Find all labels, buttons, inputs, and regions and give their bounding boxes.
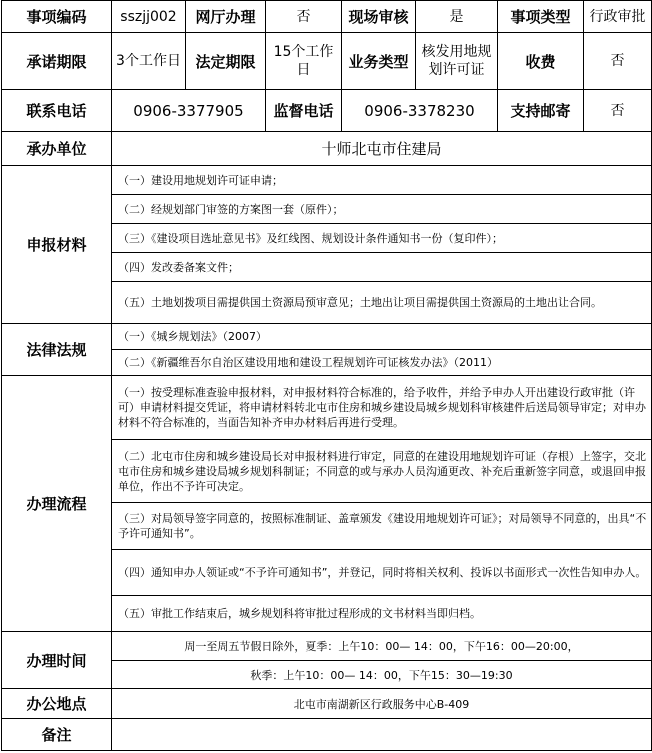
promise-period-value: 3个工作日 xyxy=(112,33,186,90)
law-item: （二）《新疆维吾尔自治区建设用地和建设工程规划许可证核发办法》（2011） xyxy=(112,350,652,376)
supervision-phone-label: 监督电话 xyxy=(266,90,342,132)
note-value xyxy=(112,719,652,751)
hours-row xyxy=(2,632,652,661)
online-label: 网厅办理 xyxy=(186,1,266,33)
item-code-value: sszjj002 xyxy=(112,1,186,33)
legal-period-label: 法定期限 xyxy=(186,33,266,90)
material-item: （四）发改委备案文件； xyxy=(112,253,652,282)
mail-support-label: 支持邮寄 xyxy=(498,90,584,132)
process-step: （五）审批工作结束后，城乡规划科将审批过程形成的文书材料当即归档。 xyxy=(112,596,652,632)
materials-label: 申报材料 xyxy=(2,166,112,324)
row-contact xyxy=(2,90,652,132)
process-row xyxy=(2,376,652,440)
law-item: （一）《城乡规划法》（2007） xyxy=(112,324,652,350)
phone-label: 联系电话 xyxy=(2,90,112,132)
material-row xyxy=(2,166,652,195)
autumn-hours: 秋季：上午10：00— 14：00，下午15：30—19:30 xyxy=(112,661,652,689)
process-step: （四）通知申办人领证或“不予许可通知书”，并登记，同时将相关权利、投诉以书面形式一次性告知申办人。 xyxy=(112,550,652,596)
business-type-value: 核发用地规划许可证 xyxy=(416,33,498,90)
material-item: （三）《建设项目选址意见书》及红线图、规划设计条件通知书一份（复印件）； xyxy=(112,224,652,253)
phone-value: 0906-3377905 xyxy=(112,90,266,132)
fee-value: 否 xyxy=(584,33,652,90)
material-item: （一）建设用地规划许可证申请； xyxy=(112,166,652,195)
place-row xyxy=(2,689,652,719)
onsite-review-value: 是 xyxy=(416,1,498,33)
business-type-label: 业务类型 xyxy=(342,33,416,90)
online-value: 否 xyxy=(266,1,342,33)
legal-period-value: 15个工作日 xyxy=(266,33,342,90)
unit-label: 承办单位 xyxy=(2,132,112,166)
process-step: （二）北屯市住房和城乡建设局长对申报材料进行审定，同意的在建设用地规划许可证（存根）上签字，交北屯市住房和城乡建设局城乡规划科制证；不同意的或与承办人员沟通更改、补充后重新签字同意，或退回申报单位，作出不予许可决定。 xyxy=(112,440,652,503)
laws-label: 法律法规 xyxy=(2,324,112,376)
fee-label: 收费 xyxy=(498,33,584,90)
item-type-value: 行政审批 xyxy=(584,1,652,33)
row-unit xyxy=(2,132,652,166)
process-label: 办理流程 xyxy=(2,376,112,632)
process-step: （三）对局领导签字同意的，按照标准制证、盖章颁发《建设用地规划许可证》；对局领导不同意的，出具“不予许可通知书”。 xyxy=(112,503,652,550)
process-step: （一）按受理标准查验申报材料，对申报材料符合标准的，给予收件，并给予申办人开出建设行政审批（许可）申请材料提交凭证，将申请材料转北屯市住房和城乡建设局城乡规划科审核建件后送局领导审定；对申办材料不符合标准的，当面告知补齐申办材料后再进行受理。 xyxy=(112,376,652,440)
material-item: （五）土地划拨项目需提供国土资源局预审意见；土地出让项目需提供国土资源局的土地出让合同。 xyxy=(112,282,652,324)
onsite-review-label: 现场审核 xyxy=(342,1,416,33)
service-info-table xyxy=(1,0,652,751)
hours-label: 办理时间 xyxy=(2,632,112,689)
promise-period-label: 承诺期限 xyxy=(2,33,112,90)
law-row xyxy=(2,324,652,350)
unit-value: 十师北屯市住建局 xyxy=(112,132,652,166)
note-label: 备注 xyxy=(2,719,112,751)
item-code-label: 事项编码 xyxy=(2,1,112,33)
row-deadline xyxy=(2,33,652,90)
note-row xyxy=(2,719,652,751)
place-value: 北屯市南湖新区行政服务中心B-409 xyxy=(112,689,652,719)
row-basic xyxy=(2,1,652,33)
place-label: 办公地点 xyxy=(2,689,112,719)
material-item: （二）经规划部门审签的方案图一套（原件）； xyxy=(112,195,652,224)
supervision-phone-value: 0906-3378230 xyxy=(342,90,498,132)
mail-support-value: 否 xyxy=(584,90,652,132)
summer-hours: 周一至周五节假日除外，夏季：上午10：00— 14：00，下午16：00—20:00， xyxy=(112,632,652,661)
item-type-label: 事项类型 xyxy=(498,1,584,33)
